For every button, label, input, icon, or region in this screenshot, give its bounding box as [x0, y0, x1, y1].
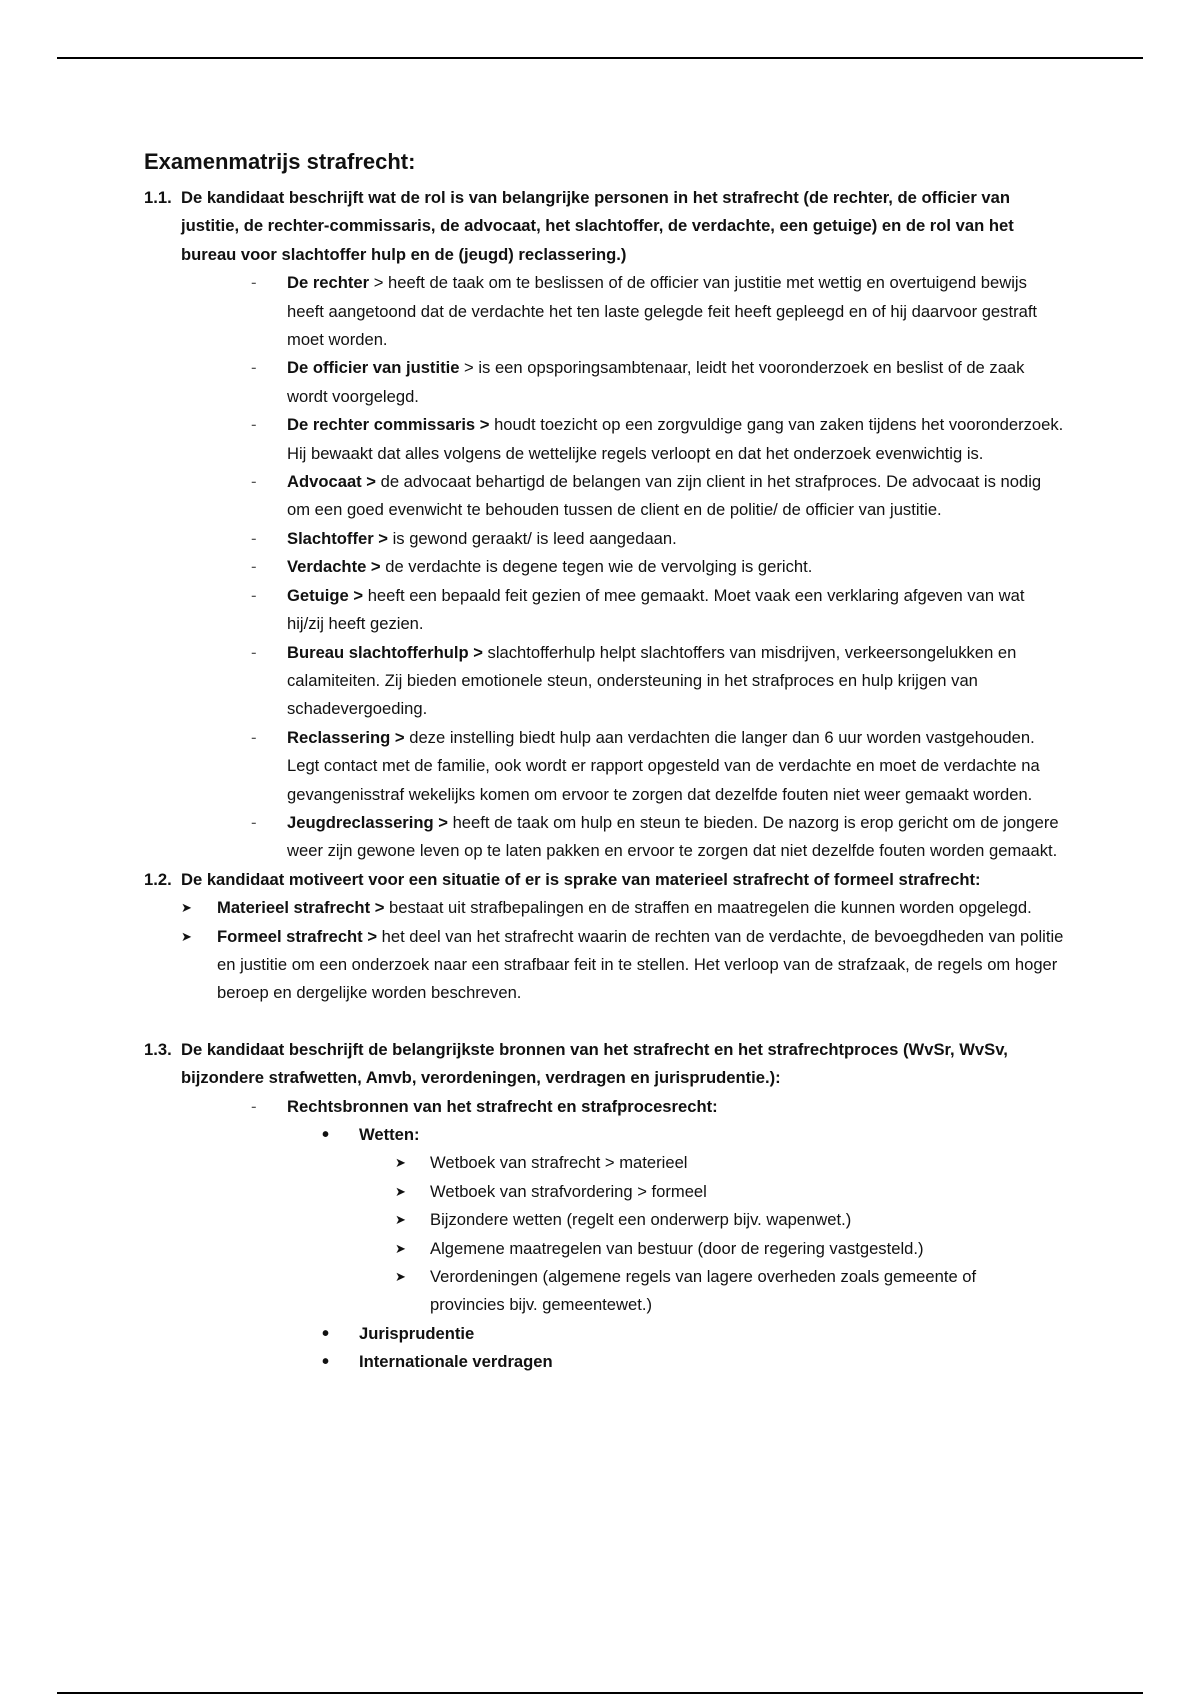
list-item-term: Jeugdreclassering > [287, 812, 448, 832]
dash-marker: - [251, 812, 257, 832]
list-item-text: het deel van het strafrecht waarin de rechten van de verdachte, de bevoegdheden van politie en justitie om een onderzoek naar een strafbaar feit in te stellen. Het verloop van de strafzaak, de regels om hoger beroep en dergelijke worden beschreven. [217, 926, 1064, 1003]
list-item-text: bestaat uit strafbepalingen en de straffen en maatregelen die kunnen worden opgelegd. [384, 898, 1032, 918]
dash-marker: - [251, 557, 257, 577]
list-item [251, 582, 1064, 639]
document-body [144, 148, 1064, 1377]
sub-item [395, 1149, 1064, 1177]
section-heading-1-3 [144, 1036, 1064, 1093]
sub-item-text: Algemene maatregelen van bestuur (door de regering vastgesteld.) [430, 1238, 924, 1258]
arrow-bullet-icon: ➤ [395, 1212, 406, 1228]
list-item-text: de verdachte is degene tegen wie de vervolging is gericht. [380, 557, 813, 577]
list-item [251, 468, 1064, 525]
bullet-label: Wetten: [359, 1125, 420, 1144]
list-item-text: slachtofferhulp helpt slachtoffers van misdrijven, verkeersongelukken en calamiteiten. Zij bieden emotionele steun, ondersteuning in het strafproces en hulp krijgen van schadevergoeding. [287, 642, 1017, 719]
section-heading-1-1 [144, 184, 1064, 269]
list-item-term: Reclassering > [287, 727, 405, 747]
header-rule [57, 57, 1143, 59]
list-item-text: de advocaat behartigd de belangen van zijn client in het strafproces. De advocaat is nodig om een goed evenwicht te behouden tussen de client en de politie/ de officier van justitie. [287, 472, 1042, 520]
list-item-text: is gewond geraakt/ is leed aangedaan. [387, 528, 677, 548]
sub-item-text: Wetboek van strafrecht > materieel [430, 1153, 688, 1173]
list-item [251, 354, 1064, 411]
list-item-term: De officier van justitie [287, 358, 460, 378]
bullet-item [322, 1348, 1064, 1376]
sub-item [395, 1178, 1064, 1206]
list-item-text: heeft een bepaald feit gezien of mee gemaakt. Moet vaak een verklaring afgeven van wat hij/zij heeft gezien. [287, 585, 1025, 634]
list-item [251, 724, 1064, 809]
list-item-text: > is een opsporingsambtenaar, leidt het vooronderzoek en beslist of de zaak wordt voorgelegd. [287, 358, 1025, 406]
section-heading-1-2 [144, 866, 1064, 894]
list-item [251, 809, 1064, 866]
bullet-item [322, 1121, 1064, 1149]
dash-marker: - [251, 642, 257, 662]
list-item-term: Bureau slachtofferhulp > [287, 642, 483, 662]
dash-marker: - [251, 273, 257, 293]
arrow-bullet-icon: ➤ [395, 1269, 406, 1285]
sub-item-text: Verordeningen (algemene regels van lagere overheden zoals gemeente of provincies bijv. gemeentewet.) [430, 1267, 977, 1315]
sub-item-text: Bijzondere wetten (regelt een onderwerp bijv. wapenwet.) [430, 1210, 852, 1230]
dash-marker: - [251, 727, 257, 747]
list-item-text: heeft de taak om hulp en steun te bieden. De nazorg is erop gericht om de jongere weer zijn gewone leven op te laten pakken en ervoor te zorgen dat niet dezelfde fouten worden gemaakt. [287, 812, 1059, 861]
arrow-bullet-icon: ➤ [395, 1155, 406, 1171]
list-item-term: Advocaat > [287, 472, 376, 492]
list-item [251, 411, 1064, 468]
arrow-bullet-icon: ➤ [181, 900, 192, 916]
sub-item [395, 1263, 1064, 1320]
list-item-term: Slachtoffer > [287, 528, 388, 548]
section-heading-text: De kandidaat beschrijft wat de rol is van belangrijke personen in het strafrecht (de rechter, de officier van justitie, de rechter-commissaris, de advocaat, het slachtoffer, de verdachte, een getuige) en de rol van het bureau voor slachtoffer hulp en de (jeugd) reclassering.) [181, 188, 1014, 264]
list-item-term: Materieel strafrecht > [217, 898, 385, 918]
spacer [144, 1008, 1064, 1036]
list-item [251, 553, 1064, 581]
sub-item-text: Wetboek van strafvordering > formeel [430, 1181, 707, 1201]
section-heading-text: De kandidaat motiveert voor een situatie of er is sprake van materieel strafrecht of formeel strafrecht: [181, 869, 981, 889]
list-item [251, 1093, 1064, 1121]
list-item-text: deze instelling biedt hulp aan verdachten die langer dan 6 uur worden vastgehouden. Legt contact met de familie, ook wordt er rapport opgesteld van de verdachte en moet de verdachte na gevangenisstraf wekelijks komen om ervoor te zorgen dat dezelfde fouten niet weer gemaakt worden. [287, 727, 1040, 804]
list-item-term: De rechter commissaris > [287, 415, 490, 435]
arrow-bullet-icon: ➤ [395, 1183, 406, 1199]
section-number: 1.3. [144, 1039, 172, 1059]
list-item-text: houdt toezicht op een zorgvuldige gang van zaken tijdens het vooronderzoek. Hij bewaakt dat alles volgens de wettelijke regels verloopt en dat het onderzoek evenwichtig is. [287, 415, 1064, 463]
list-item-term: Verdachte > [287, 557, 381, 577]
list-item [181, 894, 1064, 922]
section-number: 1.1. [144, 188, 172, 207]
dash-marker: - [251, 358, 257, 378]
page-title: Examenmatrijs strafrecht: [144, 149, 416, 174]
dash-marker: - [251, 585, 257, 605]
section-heading-text: De kandidaat beschrijft de belangrijkste bronnen van het strafrecht en het strafrechtproces (WvSr, WvSv, bijzondere strafwetten, Amvb, verordeningen, verdragen en jurisprudentie.): [181, 1039, 1008, 1088]
bullet-dot-icon: • [322, 1124, 330, 1146]
sub-item [395, 1235, 1064, 1263]
dash-heading: Rechtsbronnen van het strafrecht en strafprocesrecht: [287, 1096, 718, 1116]
section-number: 1.2. [144, 869, 172, 889]
list-item-term: De rechter [287, 273, 370, 293]
bullet-dot-icon: • [322, 1351, 330, 1374]
list-item-term: Getuige > [287, 585, 364, 605]
dash-marker: - [251, 528, 257, 548]
list-item [181, 923, 1064, 1008]
arrow-bullet-icon: ➤ [181, 928, 192, 944]
arrow-bullet-icon: ➤ [395, 1240, 406, 1256]
list-item-text: > heeft de taak om te beslissen of de officier van justitie met wettig en overtuigend bewijs heeft aangetoond dat de verdachte het ten laste gelegde feit heeft gepleegd en of hij daarvoor gestraft moet worden. [287, 273, 1038, 350]
bullet-label: Internationale verdragen [359, 1352, 553, 1372]
list-item [251, 269, 1064, 354]
footer-rule [57, 1692, 1143, 1694]
dash-marker: - [251, 472, 257, 492]
bullet-label: Jurisprudentie [359, 1323, 475, 1343]
dash-marker: - [251, 415, 257, 435]
list-item-term: Formeel strafrecht > [217, 926, 378, 946]
sub-item [395, 1206, 1064, 1234]
dash-marker: - [251, 1096, 257, 1116]
list-item [251, 525, 1064, 553]
bullet-dot-icon: • [322, 1322, 330, 1345]
bullet-item [322, 1320, 1064, 1348]
list-item [251, 639, 1064, 724]
